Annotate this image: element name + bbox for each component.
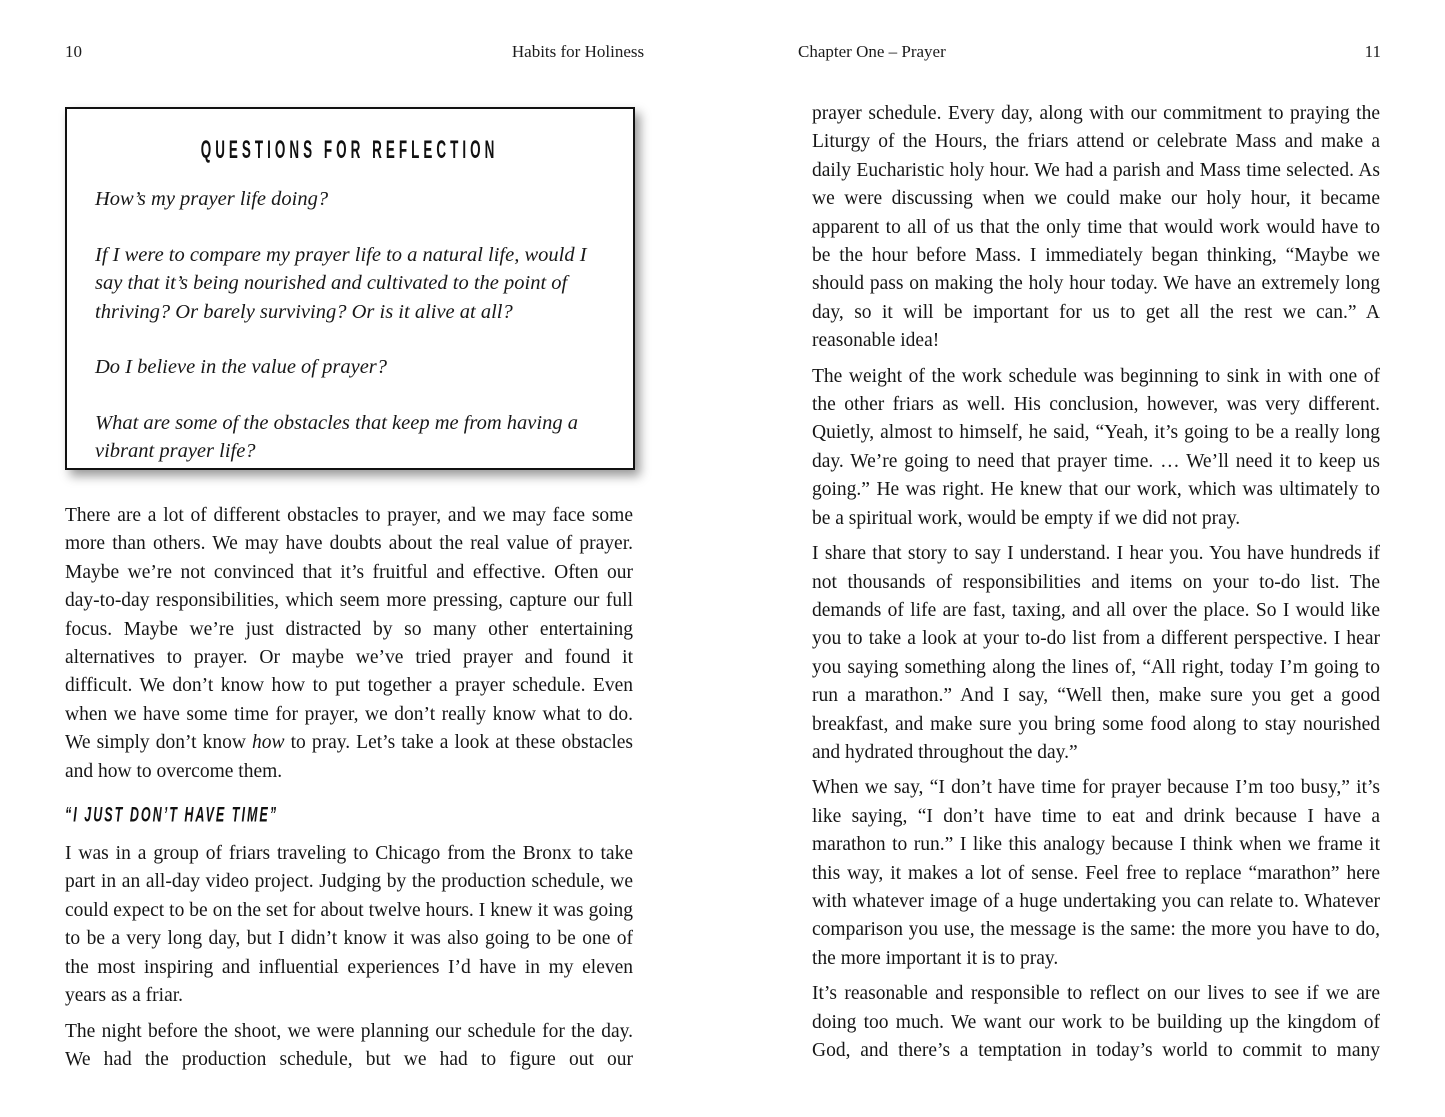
questions-for-reflection-box [65, 107, 635, 470]
left-page-body [65, 502, 633, 1081]
section-heading-row [65, 805, 633, 827]
right-paragraph-5: It’s reasonable and responsible to reflect on our lives to see if we are doing too much. We want our work to be building up the kingdom of God, and there’s a temptation in today’s world to commit to many [812, 983, 1380, 1061]
right-paragraph-1: prayer schedule. Every day, along with our commitment to praying the Liturgy of the Hours, the friars attend or celebrate Mass and make a daily Eucharistic holy hour. We had a parish and Mass time selected. As we were discussing when we could make our holy hour, it became apparent to all of us that the only time that would work would have to be the hour before Mass. I immediately began thinking, “Maybe we should pass on making the holy hour today. We have an extremely long day, so it will be important for us to get all the rest we can.” A reasonable idea! [812, 103, 1380, 352]
running-head-right: Chapter One – Prayer [798, 42, 946, 61]
reflection-question-1: How’s my prayer life doing? [95, 188, 329, 210]
right-page-body [812, 100, 1380, 1072]
page-number-right: 11 [1364, 42, 1381, 61]
section-heading-i-just-dont-have-time: “I JUST DON’T HAVE TIME” [65, 803, 279, 828]
night-before-paragraph: The night before the shoot, we were planning our schedule for the day. We had the production schedule, but we had to figure out our [65, 1020, 633, 1070]
friar-story-paragraph: I was in a group of friars traveling to Chicago from the Bronx to take part in an all-day video project. Judging by the production schedule, we could expect to be on the set for about twelve hours. I knew it was going to be a very long day, but I didn’t know it was also going to be one of the most inspiring and influential experiences I’d have in my eleven years as a friar. [65, 843, 633, 1007]
right-paragraph-2: The weight of the work schedule was beginning to sink in with one of the other friars as well. His conclusion, however, was very different. Quietly, almost to himself, he said, “Yeah, it’s going to be a really long day. We’re going to need that prayer time. … We’ll need it to keep us going.” He was right. He knew that our work, which was ultimately to be a spiritual work, would be empty if we did not pray. [812, 365, 1380, 529]
obstacles-intro-paragraph: There are a lot of different obstacles to prayer, and we may face some more than others. We may have doubts about the real value of prayer. Maybe we’re not convinced that it’s fruitful and effective. Often our day-to-day responsibilities, which seem more pressing, capture our full focus. Maybe we’re just distracted by so many other entertaining alternatives to prayer. Or maybe we’ve tried prayer and found it difficult. We don’t know how to put together a prayer schedule. Even when we have some time for prayer, we don’t really know what to do. We simply don’t know how to pray. Let’s take a look at these obstacles and how to overcome them. [65, 505, 633, 782]
right-paragraph-4: When we say, “I don’t have time for prayer because I’m too busy,” it’s like saying, “I don’t have time to eat and drink because I have a marathon to run.” I like this analogy because I think when we frame it this way, it makes a lot of sense. Feel free to replace “marathon” here with whatever image of a huge undertaking you can relate to. Whatever comparison you use, the message is the same: the more you have to do, the more important it is to pray. [812, 777, 1380, 969]
reflection-question-3: Do I believe in the value of prayer? [95, 356, 388, 378]
page-number-left: 10 [65, 42, 82, 61]
reflection-question-4: What are some of the obstacles that keep me from having a vibrant prayer life? [95, 411, 578, 462]
running-head-left: Habits for Holiness [511, 42, 645, 61]
reflection-question-2: If I were to compare my prayer life to a natural life, would I say that it’s being nourished and cultivated to the point of thriving? Or barely surviving? Or is it alive at all? [95, 243, 587, 323]
reflection-box-title-row [95, 137, 605, 165]
reflection-box-title: QUESTIONS FOR REFLECTION [201, 137, 499, 165]
right-paragraph-3: I share that story to say I understand. I hear you. You have hundreds if not thousands of responsibilities and items on your to-do list. The demands of life are fast, taxing, and all over the place. So I would like you to take a look at your to-do list from a different perspective. I hear you saying something along the lines of, “All right, today I’m going to run a marathon.” And I say, “Well then, make sure you get a good breakfast, and make sure you bring some food along to stay nourished and hydrated throughout the day.” [812, 543, 1380, 763]
